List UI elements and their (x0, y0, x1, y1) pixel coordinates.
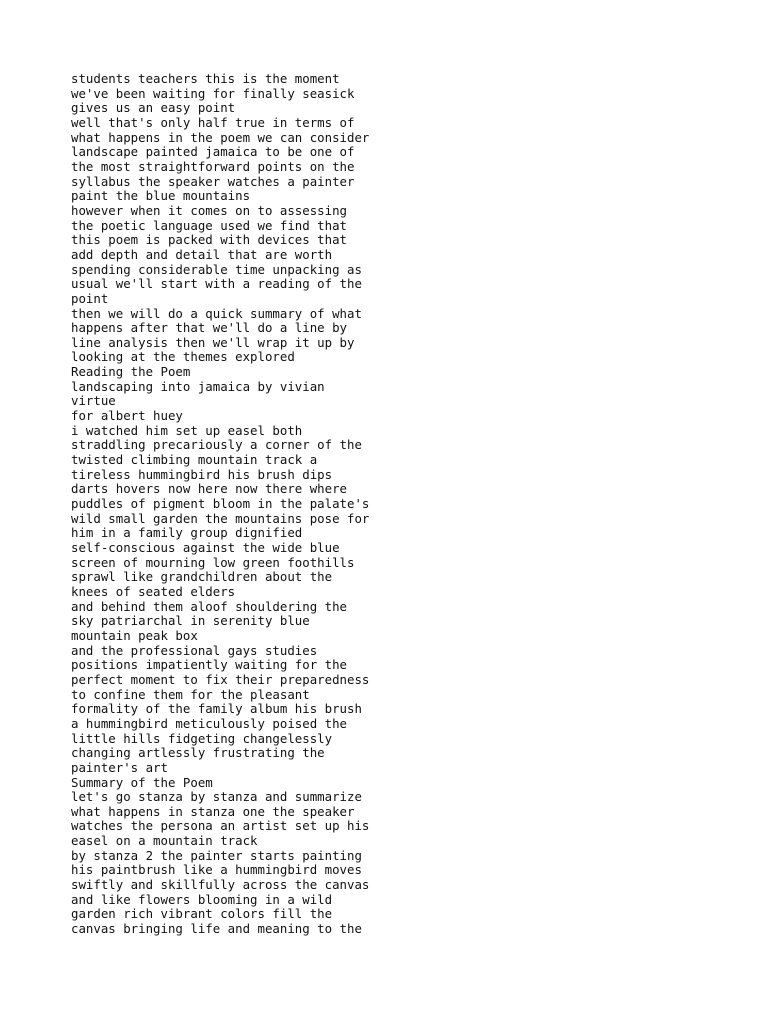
text-line: students teachers this is the moment (71, 71, 340, 86)
text-line: canvas bringing life and meaning to the (71, 921, 362, 937)
text-line: well that's only half true in terms of (71, 114, 355, 130)
text-line: darts hovers now here now there where (71, 481, 348, 497)
text-line: self-conscious against the wide blue (71, 540, 340, 555)
text-line: mountain peak box (71, 627, 198, 643)
text-line: looking at the themes explored (71, 349, 295, 365)
text-line: formality of the family album his brush (71, 701, 362, 717)
text-line: point (71, 290, 109, 306)
text-line: happens after that we'll do a line by (71, 320, 348, 336)
text-line: easel on a mountain track (71, 833, 258, 849)
text-line: twisted climbing mountain track a (71, 452, 318, 468)
text-line: what happens in the poem we can consider (71, 129, 370, 145)
text-line: sky patriarchal in serenity blue (71, 613, 310, 629)
text-line: and like flowers blooming in a wild (71, 891, 333, 907)
text-line: then we will do a quick summary of what (71, 305, 362, 321)
text-line: line analysis then we'll wrap it up by (71, 334, 355, 350)
text-line: however when it comes on to assessing (71, 202, 348, 218)
text-line: i watched him set up easel both (71, 422, 303, 438)
text-line: perfect moment to fix their preparedness (71, 671, 370, 687)
text-line: this poem is packed with devices that (71, 232, 348, 248)
text-line: landscape painted jamaica to be one of (71, 144, 355, 160)
text-line: watches the persona an artist set up his (71, 818, 370, 834)
text-line: paint the blue mountains (71, 188, 251, 204)
text-line: gives us an easy point (71, 100, 236, 116)
transcript-text-block (71, 72, 711, 937)
text-line: Reading the Poem (71, 364, 191, 380)
text-line: the poetic language used we find that (71, 217, 348, 233)
text-line: positions impatiently waiting for the (71, 657, 348, 673)
text-line: usual we'll start with a reading of the (71, 276, 362, 292)
text-line: we've been waiting for finally seasick (71, 85, 355, 101)
text-line: Summary of the Poem (71, 774, 213, 790)
text-line: by stanza 2 the painter starts painting (71, 847, 362, 863)
text-line: and behind them aloof shouldering the (71, 598, 348, 614)
text-line: add depth and detail that are worth (71, 246, 333, 262)
text-line: a hummingbird meticulously poised the (71, 715, 348, 731)
text-line: and the professional gays studies (71, 642, 318, 658)
text-line: painter's art (71, 759, 168, 775)
text-line: wild small garden the mountains pose for (71, 510, 370, 526)
text-line: what happens in stanza one the speaker (71, 803, 355, 819)
text-line: garden rich vibrant colors fill the (71, 906, 333, 922)
text-line: screen of mourning low green foothills (71, 554, 355, 570)
text-line: puddles of pigment bloom in the palate's (71, 496, 370, 512)
text-line: virtue (71, 393, 116, 409)
text-line: straddling precariously a corner of the (71, 437, 362, 453)
text-line: changing artlessly frustrating the (71, 745, 325, 761)
text-line: his paintbrush like a hummingbird moves (71, 862, 362, 878)
text-line: him in a family group dignified (71, 525, 303, 541)
text-line: knees of seated elders (71, 583, 236, 599)
text-line: let's go stanza by stanza and summarize (71, 789, 362, 805)
text-line: for albert huey (71, 408, 183, 424)
text-line: sprawl like grandchildren about the (71, 569, 333, 585)
text-line: little hills fidgeting changelessly (71, 730, 333, 746)
text-line: swiftly and skillfully across the canvas (71, 877, 370, 893)
text-line: landscaping into jamaica by vivian (71, 378, 325, 394)
text-line: syllabus the speaker watches a painter (71, 173, 355, 189)
text-line: the most straightforward points on the (71, 158, 355, 174)
text-line: tireless hummingbird his brush dips (71, 466, 333, 482)
text-line: spending considerable time unpacking as (71, 261, 362, 277)
text-line: to confine them for the pleasant (71, 686, 310, 702)
